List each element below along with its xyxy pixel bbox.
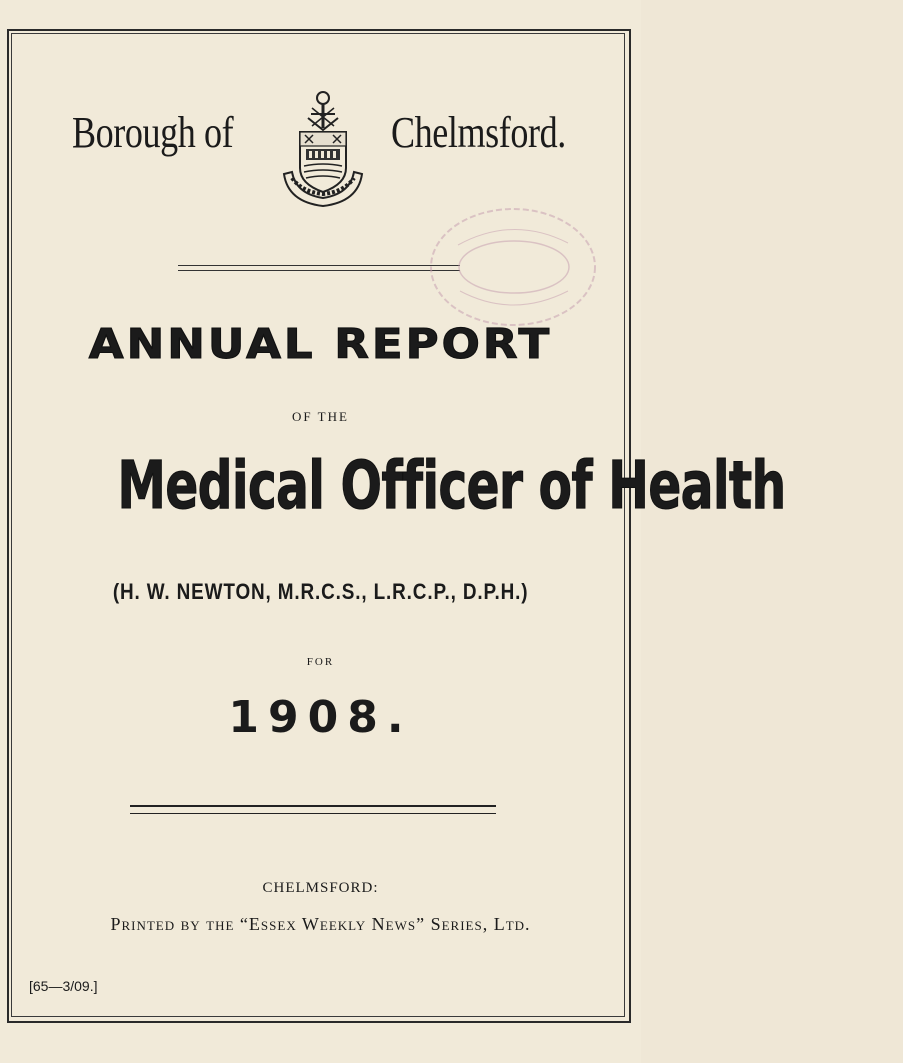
of-the-text: OF THE [292, 409, 349, 424]
for-text: FOR [306, 656, 335, 668]
chelmsford-text: Chelmsford. [391, 108, 566, 157]
medical-officer-title: Medical Officer of Health [117, 447, 786, 524]
report-year: 1908. [228, 692, 413, 743]
imprint-printer: Printed by the “Essex Weekly News” Series, Ltd. [110, 914, 531, 934]
borough-crest-icon [278, 88, 368, 213]
middle-divider [130, 805, 496, 814]
imprint-place: CHELMSFORD: [262, 880, 379, 896]
annual-report-heading: ANNUAL REPORT [88, 319, 553, 368]
catalogue-reference: [65—3/09.] [29, 978, 98, 994]
borough-of-text: Borough of [72, 108, 234, 157]
author-credentials: (H. W. NEWTON, M.R.C.S., L.R.C.P., D.P.H.) [112, 579, 529, 604]
